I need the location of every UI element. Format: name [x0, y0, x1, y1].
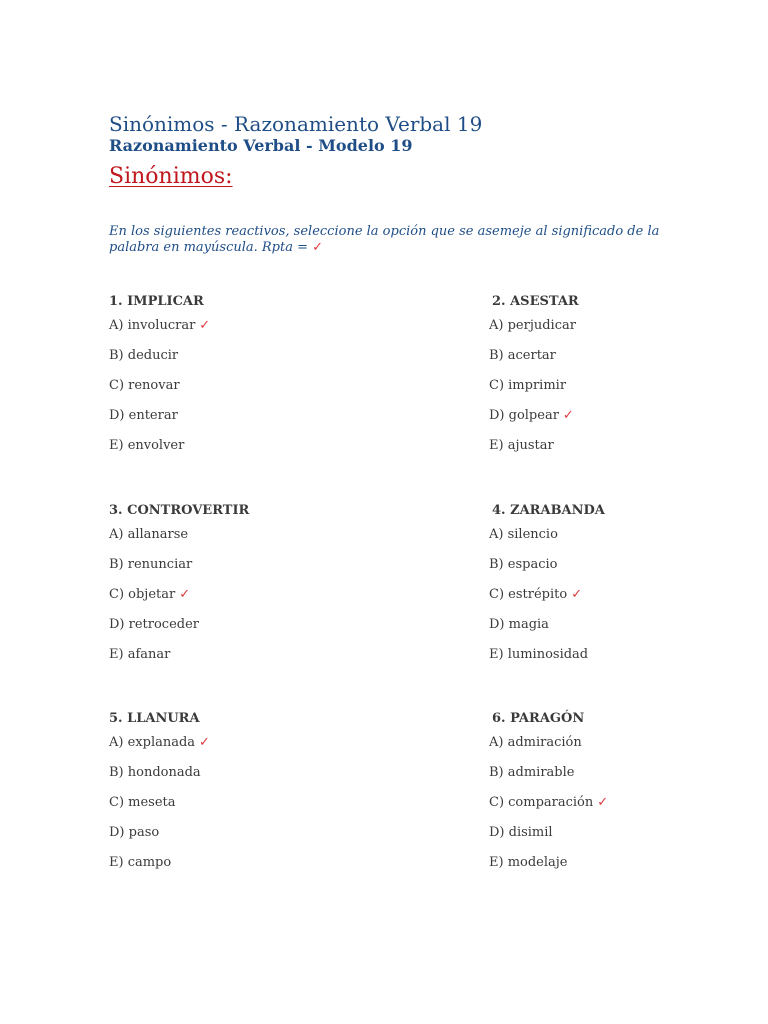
question-title: 5. LLANURA — [109, 711, 200, 726]
answer-option — [109, 348, 178, 363]
answer-option — [489, 318, 576, 333]
answer-option-label: D) disimil — [489, 825, 553, 840]
answer-option-label: A) allanarse — [109, 527, 189, 542]
answer-option — [489, 527, 558, 542]
answer-option-label: E) afanar — [109, 647, 171, 662]
section-heading: Sinónimos: — [109, 164, 233, 189]
answer-option-label: D) paso — [109, 825, 160, 840]
check-icon: ✓ — [312, 240, 324, 255]
answer-option — [489, 348, 556, 363]
question-title: 6. PARAGÓN — [492, 711, 585, 726]
answer-option — [489, 735, 582, 750]
answer-option — [109, 765, 201, 780]
instructions-text: En los siguientes reactivos, seleccione la opción que se asemeje al significado de la palabra en mayúscula. Rpta = — [109, 224, 660, 255]
question-title: 2. ASESTAR — [492, 294, 579, 309]
answer-option-label: E) campo — [109, 855, 172, 870]
answer-option-label: B) renunciar — [109, 557, 193, 572]
answer-option-label: D) enterar — [109, 408, 178, 423]
answer-option — [489, 825, 553, 840]
check-icon: ✓ — [199, 318, 211, 333]
answer-option-label: C) meseta — [109, 795, 176, 810]
answer-option-label: D) retroceder — [109, 617, 200, 632]
check-icon: ✓ — [562, 408, 574, 423]
answer-option — [489, 795, 608, 810]
answer-option-label: E) envolver — [109, 438, 185, 453]
answer-option — [109, 587, 190, 602]
answer-option — [109, 527, 188, 542]
answer-option — [489, 617, 549, 632]
answer-option — [109, 825, 159, 840]
answer-option — [489, 557, 557, 572]
answer-option — [109, 795, 176, 810]
answer-option-label: A) perjudicar — [489, 318, 576, 333]
answer-option — [109, 557, 192, 572]
answer-option-label: C) comparación — [489, 795, 594, 810]
answer-option — [109, 408, 178, 423]
answer-option-label: A) involucrar — [109, 318, 196, 333]
answer-option-label: B) admirable — [489, 765, 575, 780]
answer-option — [489, 765, 574, 780]
answer-option — [489, 855, 568, 870]
answer-option-label: A) admiración — [489, 735, 582, 750]
answer-option-label: B) hondonada — [109, 765, 201, 780]
answer-option — [489, 438, 554, 453]
check-icon: ✓ — [199, 735, 210, 750]
answer-option — [109, 617, 199, 632]
instructions — [109, 224, 669, 256]
answer-option — [109, 438, 184, 453]
check-icon: ✓ — [571, 587, 583, 602]
answer-option-label: A) explanada — [109, 735, 196, 750]
answer-option — [109, 647, 170, 662]
document-title: Sinónimos - Razonamiento Verbal 19 — [109, 112, 483, 136]
check-icon: ✓ — [179, 587, 191, 602]
answer-option — [489, 408, 574, 423]
answer-option — [489, 647, 588, 662]
answer-option-label: A) silencio — [489, 527, 558, 542]
answer-option-label: B) acertar — [489, 348, 556, 363]
answer-option-label: D) golpear — [489, 408, 559, 423]
answer-option-label: C) renovar — [109, 378, 180, 393]
answer-option-label: E) modelaje — [489, 855, 568, 870]
document-subtitle: Razonamiento Verbal - Modelo 19 — [109, 136, 413, 155]
question-title: 3. CONTROVERTIR — [109, 503, 250, 518]
answer-option-label: B) espacio — [489, 557, 558, 572]
answer-option-label: E) ajustar — [489, 438, 554, 453]
check-icon: ✓ — [597, 795, 609, 810]
answer-option — [109, 318, 210, 333]
answer-option — [109, 735, 210, 750]
answer-option — [109, 855, 171, 870]
answer-option-label: E) luminosidad — [489, 647, 589, 662]
answer-option-label: C) objetar — [109, 587, 176, 602]
answer-option — [489, 378, 566, 393]
answer-option-label: B) deducir — [109, 348, 179, 363]
question-title: 4. ZARABANDA — [492, 503, 605, 518]
answer-option — [109, 378, 180, 393]
answer-option-label: C) estrépito — [489, 587, 568, 602]
answer-option-label: D) magia — [489, 617, 549, 632]
answer-option-label: C) imprimir — [489, 378, 567, 393]
question-title: 1. IMPLICAR — [109, 294, 204, 309]
answer-option — [489, 587, 582, 602]
